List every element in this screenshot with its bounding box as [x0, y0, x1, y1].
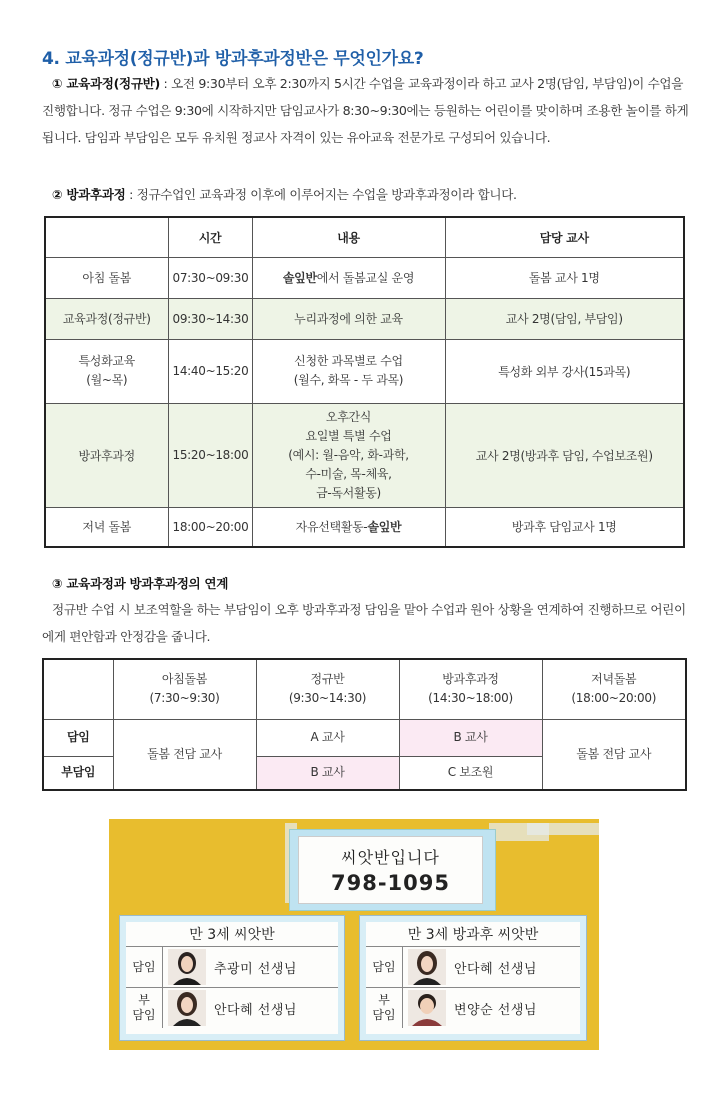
content-line: (월수, 화목 - 두 과목) [293, 373, 404, 387]
teacher-card-paper [126, 922, 338, 1034]
teacher-role-line: 부 [378, 993, 390, 1007]
column-header-line: (7:30~9:30) [149, 691, 220, 706]
teacher-card-paper [366, 922, 580, 1034]
table-header-cell: 내용 [252, 217, 445, 257]
teacher-card-title: 만 3세 씨앗반 [126, 924, 338, 947]
column-header [113, 659, 256, 719]
row-label-homeroom: 담임 [43, 719, 113, 756]
regular-sub-teacher: B 교사 [256, 756, 399, 790]
teacher-name: 안다혜 선생님 [214, 1002, 297, 1018]
column-header-line: 정규반 [310, 672, 345, 687]
evening-teacher-cell: 돌봄 전담 교사 [542, 719, 686, 790]
row-content: 누리과정에 의한 교육 [252, 298, 445, 339]
table-row [43, 719, 686, 756]
section-after-school-label: ② 방과후과정 [52, 187, 126, 202]
row-time: 15:20~18:00 [168, 403, 252, 507]
teacher-card-title: 만 3세 방과후 씨앗반 [366, 924, 580, 947]
teacher-photo [408, 990, 446, 1026]
column-header [256, 659, 399, 719]
section-linkage-text: 정규반 수업 시 보조역할을 하는 부담임이 오후 방과후과정 담임을 맡아 수업과 원아 상황을 연계하여 진행하므로 어린이에게 편안함과 안정감을 줍니다. [42, 602, 686, 644]
teacher-role-line: 부 [138, 993, 150, 1007]
section-regular-text: : 오전 9:30부터 오후 2:30까지 5시간 수업을 교육과정이라 하고 교사 2명(담임, 부담임)이 수업을 진행합니다. 정규 수업은 9:30에 시작하지만 담임교사가 8:30~9:30에는 등원하는 어린이를 맞이하며 조용한 놀이를 하게 됩니다. 담임과 부담임은 모두 유치원 정교사 자격이 있는 유아교육 전문가로 구성되어 있습니다. [42, 76, 689, 145]
teacher-role-line: 담임 [372, 1008, 396, 1022]
column-header [542, 659, 686, 719]
row-time: 09:30~14:30 [168, 298, 252, 339]
section-after-school [42, 181, 690, 208]
table-header-row [43, 659, 686, 719]
class-phone-number: 798-1095 [331, 871, 450, 895]
teacher-row [366, 988, 580, 1028]
column-header-line: (9:30~14:30) [288, 691, 367, 706]
row-teacher: 교사 2명(방과후 담임, 수업보조원) [445, 403, 684, 507]
row-teacher: 방과후 담임교사 1명 [445, 507, 684, 547]
content-text: 자유선택활동- [295, 520, 368, 535]
class-name-bold: 솔잎반 [282, 271, 317, 285]
table-row [45, 339, 684, 403]
content-line: 금-독서활동) [316, 485, 381, 500]
column-header-line: 방과후과정 [442, 672, 499, 687]
row-name-line: (월~목) [86, 373, 128, 387]
column-header-line: (18:00~20:00) [571, 691, 657, 706]
row-time: 07:30~09:30 [168, 257, 252, 298]
teacher-photo [168, 990, 206, 1026]
page-title: 4. 교육과정(정규반)과 방과후과정반은 무엇인가요? [42, 49, 424, 69]
content-line: 요일별 특별 수업 [305, 428, 392, 443]
section-linkage [42, 570, 690, 597]
teacher-role-line: 담임 [132, 1008, 156, 1022]
class-sign-title: 씨앗반입니다 [341, 848, 440, 867]
row-time: 18:00~20:00 [168, 507, 252, 547]
row-time: 14:40~15:20 [168, 339, 252, 403]
row-name: 방과후과정 [45, 403, 168, 507]
teacher-card-regular [119, 915, 345, 1041]
row-name: 아침 돌봄 [45, 257, 168, 298]
row-teacher: 돌봄 교사 1명 [445, 257, 684, 298]
class-name-sign [289, 829, 496, 911]
section-regular-class [42, 70, 690, 151]
schedule-table [44, 216, 685, 548]
care-teacher-cell: 돌봄 전담 교사 [113, 719, 256, 790]
after-main-teacher: B 교사 [399, 719, 542, 756]
table-row [45, 257, 684, 298]
row-content [252, 403, 445, 507]
teacher-card-after-school [359, 915, 587, 1041]
table-row [45, 298, 684, 339]
teacher-role [366, 988, 403, 1028]
row-name [45, 339, 168, 403]
row-teacher: 특성화 외부 강사(15과목) [445, 339, 684, 403]
row-name: 저녁 돌봄 [45, 507, 168, 547]
column-header-line: 아침돌봄 [161, 672, 208, 687]
column-header-line: 저녁돌봄 [591, 672, 637, 687]
section-regular-label: ① 교육과정(정규반) [52, 76, 160, 91]
table-header-cell: 시간 [168, 217, 252, 257]
teacher-role: 담임 [126, 947, 163, 987]
column-header [399, 659, 542, 719]
teacher-role [126, 988, 163, 1028]
content-line: 신청한 과목별로 수업 [294, 354, 403, 368]
corner-cell [43, 659, 113, 719]
teacher-name: 추광미 선생님 [214, 961, 297, 977]
linkage-table [42, 658, 687, 791]
table-row [45, 403, 684, 507]
column-header-line: (14:30~18:00) [428, 691, 513, 706]
content-text: 에서 돌봄교실 운영 [316, 271, 415, 285]
content-line: 수-미술, 목-체육, [305, 466, 392, 481]
row-label-assistant: 부담임 [43, 756, 113, 790]
teacher-row [366, 947, 580, 988]
row-content [252, 507, 445, 547]
teacher-name: 변양순 선생님 [454, 1002, 537, 1018]
section-linkage-label: ③ 교육과정과 방과후과정의 연계 [52, 576, 229, 591]
teacher-photo [168, 949, 206, 985]
teacher-name: 안다혜 선생님 [454, 961, 537, 977]
row-name-line: 특성화교육 [78, 354, 135, 368]
class-name-bold: 솔잎반 [367, 520, 402, 535]
teacher-photo [408, 949, 446, 985]
table-header-cell [45, 217, 168, 257]
tape-strip [527, 823, 599, 835]
teacher-row [126, 947, 338, 988]
row-content [252, 339, 445, 403]
classroom-sign-photo [109, 819, 599, 1050]
section-after-school-text: : 정규수업인 교육과정 이후에 이루어지는 수업을 방과후과정이라 합니다. [125, 187, 517, 202]
class-name-sign-paper [298, 836, 483, 904]
table-header-cell: 담당 교사 [445, 217, 684, 257]
row-content [252, 257, 445, 298]
after-sub-teacher: C 보조원 [399, 756, 542, 790]
regular-main-teacher: A 교사 [256, 719, 399, 756]
row-name: 교육과정(정규반) [45, 298, 168, 339]
content-line: (예시: 월-음악, 화-과학, [288, 447, 409, 462]
teacher-row [126, 988, 338, 1028]
teacher-role: 담임 [366, 947, 403, 987]
table-header-row [45, 217, 684, 257]
row-teacher: 교사 2명(담임, 부담임) [445, 298, 684, 339]
content-line: 오후간식 [325, 409, 372, 424]
table-row [45, 507, 684, 547]
